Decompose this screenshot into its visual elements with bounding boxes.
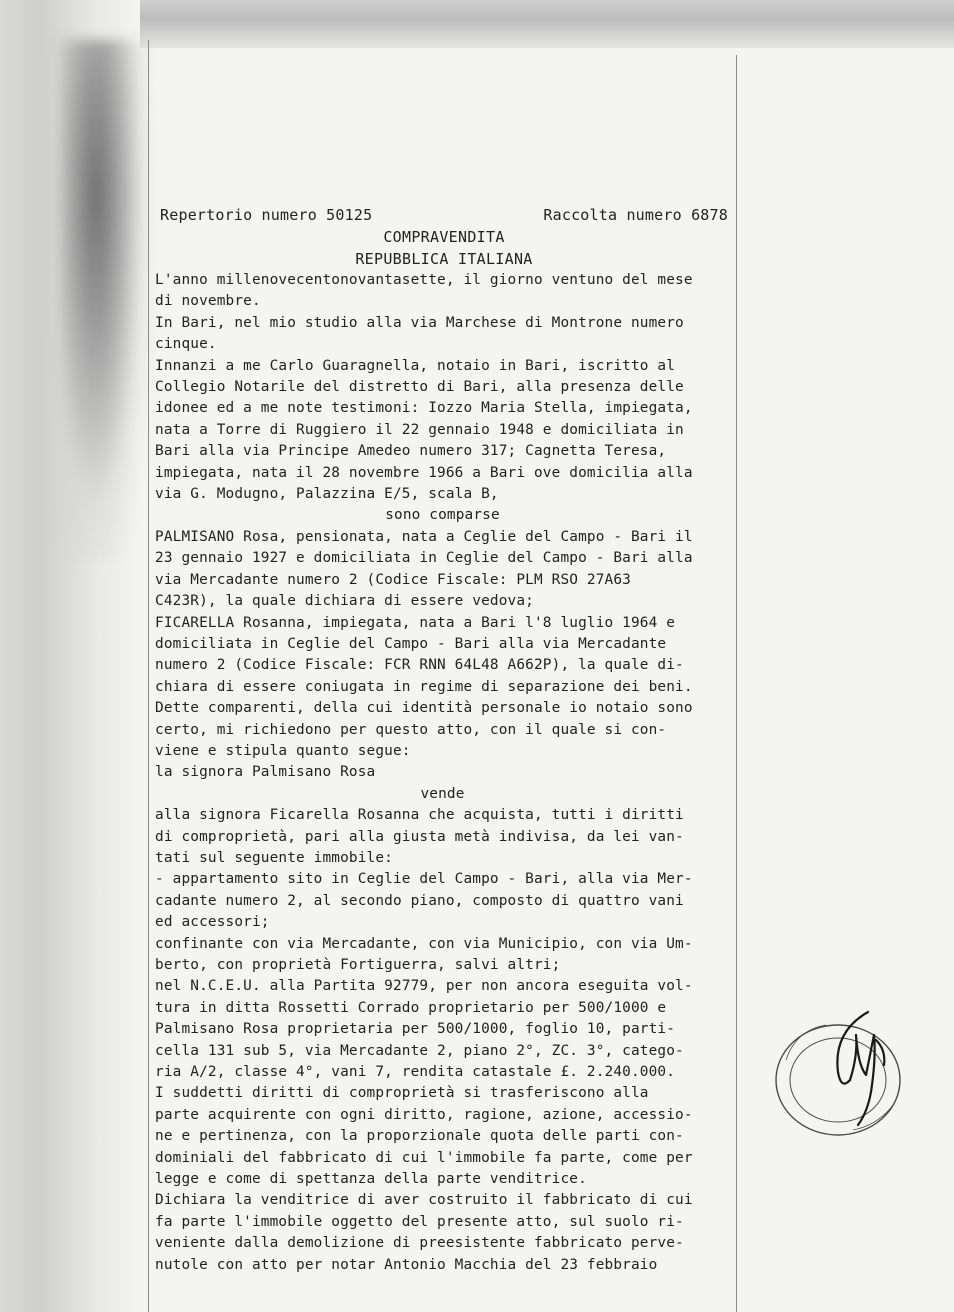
text-line: di novembre. (155, 293, 261, 310)
text-line: certo, mi richiedono per questo atto, con il quale si con- (155, 721, 667, 738)
text-line: cadante numero 2, al secondo piano, composto di quattro vani (155, 892, 684, 909)
text-line: - appartamento sito in Ceglie del Campo - Bari, alla via Mer- (155, 871, 693, 888)
text-line: ed accessori; (155, 914, 270, 931)
text-line: domiciliata in Ceglie del Campo - Bari alla via Mercadante (155, 635, 667, 652)
text-line: Innanzi a me Carlo Guaragnella, notaio in Bari, iscritto al (155, 357, 676, 374)
text-line: berto, con proprietà Fortiguerra, salvi altri; (155, 957, 561, 973)
text-line: Bari alla via Principe Amedeo numero 317; Cagnetta Teresa, (155, 443, 667, 460)
text-line: confinante con via Mercadante, con via Municipio, con via Um- (155, 935, 693, 952)
text-line: chiara di essere coniugata in regime di separazione dei beni. (155, 678, 693, 695)
text-line: legge e come di spettanza della parte venditrice. (155, 1171, 587, 1188)
right-margin-rule (736, 55, 737, 1312)
text-line: FICARELLA Rosanna, impiegata, nata a Bari l'8 luglio 1964 e (155, 614, 676, 631)
text-line: nata a Torre di Ruggiero il 22 gennaio 1948 e domiciliata in (155, 421, 684, 438)
text-line: Dette comparenti, della cui identità personale io notaio sono (155, 700, 693, 717)
text-line: ne e pertinenza, con la proporzionale quota delle parti con- (155, 1128, 684, 1145)
text-line: tati sul seguente immobile: (155, 849, 393, 866)
text-line: tura in ditta Rossetti Corrado proprietario per 500/1000 e (155, 999, 667, 1016)
text-line: I suddetti diritti di comproprietà si trasferiscono alla (155, 1085, 649, 1102)
document-header (160, 206, 728, 228)
text-line: Dichiara la venditrice di aver costruito il fabbricato di cui (155, 1192, 693, 1209)
text-line: L'anno millenovecentonovantasette, il giorno ventuno del mese (155, 272, 693, 288)
text-line: parte acquirente con ogni diritto, ragione, azione, accessio- (155, 1106, 693, 1123)
left-margin-rule (148, 40, 149, 1312)
text-line: veniente dalla demolizione di preesistente fabbricato perve- (155, 1235, 684, 1252)
text-line: Collegio Notarile del distretto di Bari, alla presenza delle (155, 379, 684, 396)
text-line: la signora Palmisano Rosa (155, 764, 376, 781)
text-line: fa parte l'immobile oggetto del presente atto, sul suolo ri- (155, 1213, 684, 1230)
text-line: viene e stipula quanto segue: (155, 742, 411, 759)
text-line: In Bari, nel mio studio alla via Marchese di Montrone numero (155, 314, 684, 331)
text-line: vende (420, 785, 465, 802)
text-line: Palmisano Rosa proprietaria per 500/1000, foglio 10, parti- (155, 1021, 676, 1038)
document-subtitle: REPUBBLICA ITALIANA (355, 250, 533, 268)
text-line: dominiali del fabbricato di cui l'immobile fa parte, come per (155, 1149, 693, 1166)
text-line: cella 131 sub 5, via Mercadante 2, piano 2°, ZC. 3°, catego- (155, 1042, 684, 1059)
text-line: nel N.C.E.U. alla Partita 92779, per non ancora eseguita vol- (155, 978, 693, 995)
raccolta-number: Raccolta numero 6878 (543, 206, 728, 224)
scan-binding-shadow (60, 40, 150, 560)
deed-body-text (155, 270, 730, 1276)
text-line: PALMISANO Rosa, pensionata, nata a Ceglie del Campo - Bari il (155, 528, 693, 545)
text-line: via G. Modugno, Palazzina E/5, scala B, (155, 486, 499, 503)
text-line: 23 gennaio 1927 e domiciliata in Ceglie del Campo - Bari alla (155, 550, 693, 567)
text-line: nutole con atto per notar Antonio Macchia del 23 febbraio (155, 1256, 658, 1273)
text-line: ria A/2, classe 4°, vani 7, rendita catastale £. 2.240.000. (155, 1064, 676, 1081)
text-line: via Mercadante numero 2 (Codice Fiscale: PLM RSO 27A63 (155, 571, 631, 588)
text-line: alla signora Ficarella Rosanna che acquista, tutti i diritti (155, 807, 684, 824)
text-line: C423R), la quale dichiara di essere vedova; (155, 593, 534, 610)
text-line: impiegata, nata il 28 novembre 1966 a Bari ove domicilia alla (155, 464, 693, 481)
text-line: sono comparse (385, 507, 500, 524)
text-line: idonee ed a me note testimoni: Iozzo Maria Stella, impiegata, (155, 400, 693, 417)
text-line: numero 2 (Codice Fiscale: FCR RNN 64L48 A662P), la quale di- (155, 657, 684, 674)
repertorio-number: Repertorio numero 50125 (160, 206, 373, 224)
text-line: cinque. (155, 336, 217, 353)
notary-seal-and-signature (758, 1000, 928, 1140)
document-title: COMPRAVENDITA (383, 228, 505, 246)
text-line: di comproprietà, pari alla giusta metà indivisa, da lei van- (155, 828, 684, 845)
